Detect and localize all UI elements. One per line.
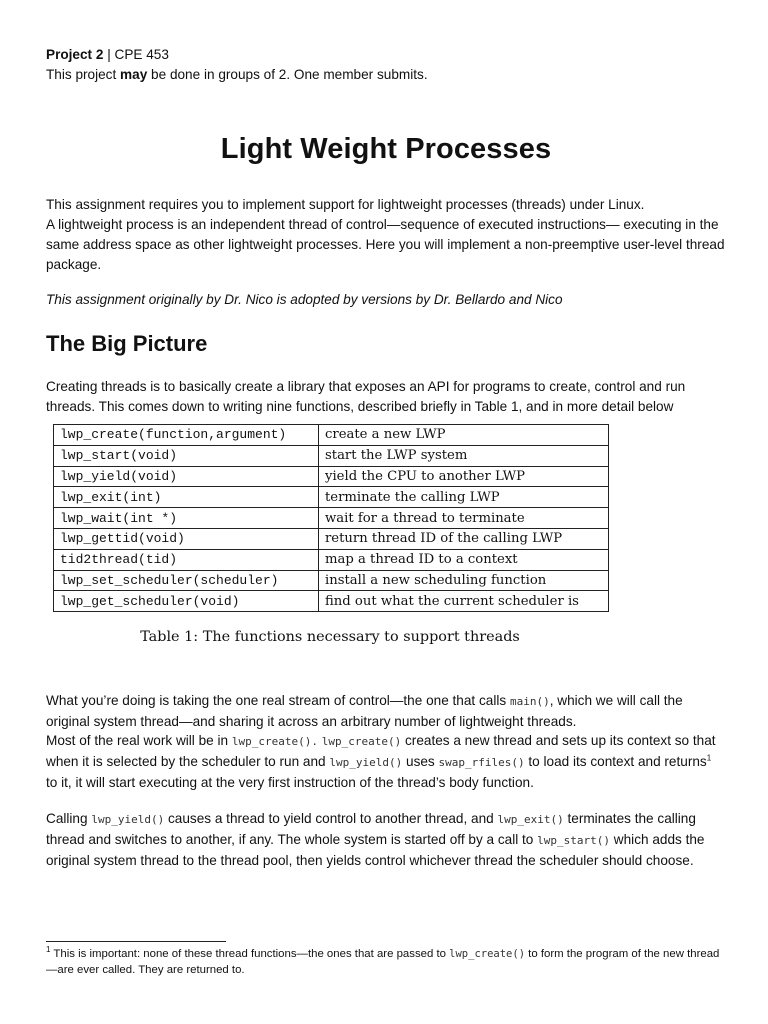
table-row xyxy=(54,570,609,591)
text-run: terminates the calling thread and switches to another, if any. The whole system is started off by a call to xyxy=(46,811,696,847)
code-lwp-exit: lwp_exit() xyxy=(497,813,564,826)
table-row xyxy=(54,487,609,508)
function-signature: lwp_exit(int) xyxy=(54,487,319,508)
credit-line xyxy=(46,290,726,310)
footnote xyxy=(46,946,726,978)
table-row xyxy=(54,466,609,487)
text-run: This is important: none of these thread functions—the ones that are passed to xyxy=(50,948,450,960)
function-signature: lwp_set_scheduler(scheduler) xyxy=(54,570,319,591)
project-header xyxy=(46,45,428,85)
course-code: CPE 453 xyxy=(114,47,169,62)
function-signature: lwp_get_scheduler(void) xyxy=(54,591,319,612)
code-lwp-create: lwp_create() xyxy=(449,948,526,960)
section-heading-big-picture: The Big Picture xyxy=(46,331,208,356)
intro-paragraph xyxy=(46,195,726,275)
big-picture-paragraph: Creating threads is to basically create a library that exposes an API for programs to create, control and run threads. This comes down to writing nine functions, described briefly in Table 1, and in more detail below xyxy=(46,379,686,414)
function-signature: tid2thread(tid) xyxy=(54,549,319,570)
group-note-pre: This project xyxy=(46,67,121,82)
function-signature: lwp_start(void) xyxy=(54,445,319,466)
group-note-post: be done in groups of 2. One member submits. xyxy=(147,67,428,82)
table-row xyxy=(54,549,609,570)
table-row xyxy=(54,445,609,466)
function-description: return thread ID of the calling LWP xyxy=(319,528,609,549)
function-signature: lwp_wait(int *) xyxy=(54,508,319,529)
paragraph-yield-exit xyxy=(46,809,726,871)
table-row xyxy=(54,528,609,549)
function-description: find out what the current scheduler is xyxy=(319,591,609,612)
function-description: yield the CPU to another LWP xyxy=(319,466,609,487)
function-description: wait for a thread to terminate xyxy=(319,508,609,529)
code-lwp-start: lwp_start() xyxy=(537,834,611,847)
text-run: Most of the real work will be in xyxy=(46,733,232,748)
table-caption: Table 1: The functions necessary to support threads xyxy=(140,629,520,645)
text-run: to load its context and returns xyxy=(524,754,707,769)
function-signature: lwp_create(function,argument) xyxy=(54,425,319,446)
text-run: which adds the original system thread to the thread pool, then yields control whichever thread the scheduler should choose. xyxy=(46,832,705,868)
code-swap-rfiles: swap_rfiles() xyxy=(438,756,525,769)
function-description: start the LWP system xyxy=(319,445,609,466)
intro-line-2: A lightweight process is an independent thread of control—sequence of executed instructions— executing in the same address space as other lightweight processes. Here you will implement a non-preemptive user-level thread package. xyxy=(46,217,725,272)
text-run: Calling xyxy=(46,811,92,826)
group-note xyxy=(46,65,428,85)
text-run: , which we will call the original system thread—and sharing it across an arbitrary number of lightweight threads. xyxy=(46,693,683,729)
functions-table xyxy=(53,424,609,612)
code-lwp-create: lwp_create() xyxy=(321,735,402,748)
project-label: Project 2 xyxy=(46,47,104,62)
footnote-number: 1 xyxy=(46,945,51,955)
text-run: creates a new thread and sets up its context so that when it is selected by the scheduler to run and xyxy=(46,733,716,769)
table-row xyxy=(54,508,609,529)
intro-line-1: This assignment requires you to implement support for lightweight processes (threads) under Linux. xyxy=(46,197,645,212)
function-signature: lwp_gettid(void) xyxy=(54,528,319,549)
table-row xyxy=(54,425,609,446)
function-signature: lwp_yield(void) xyxy=(54,466,319,487)
function-description: map a thread ID to a context xyxy=(319,549,609,570)
function-description: terminate the calling LWP xyxy=(319,487,609,508)
code-main: main() xyxy=(509,695,550,708)
text-run: What you’re doing is taking the one real stream of control—the one that calls xyxy=(46,693,510,708)
group-note-bold: may xyxy=(120,67,148,82)
paragraph-main-thread xyxy=(46,691,726,732)
function-description: create a new LWP xyxy=(319,425,609,446)
code-lwp-yield: lwp_yield() xyxy=(91,813,165,826)
footnote-ref: 1 xyxy=(706,753,712,763)
paragraph-lwp-create xyxy=(46,731,726,793)
code-lwp-create: lwp_create(). xyxy=(231,735,318,748)
header-separator: | xyxy=(103,47,115,62)
table-row xyxy=(54,591,609,612)
text-run: causes a thread to yield control to another thread, and xyxy=(164,811,498,826)
text-run: uses xyxy=(402,754,439,769)
text-run: to form the program of the new thread—are ever called. They are returned to. xyxy=(46,948,720,976)
credit-text: This assignment originally by Dr. Nico is adopted by versions by Dr. Bellardo and Nico xyxy=(46,292,563,307)
code-lwp-yield: lwp_yield() xyxy=(329,756,403,769)
document-title: Light Weight Processes xyxy=(220,133,552,165)
text-run: to it, it will start executing at the very first instruction of the thread’s body function. xyxy=(46,775,534,790)
footnote-divider xyxy=(46,941,226,942)
function-description: install a new scheduling function xyxy=(319,570,609,591)
